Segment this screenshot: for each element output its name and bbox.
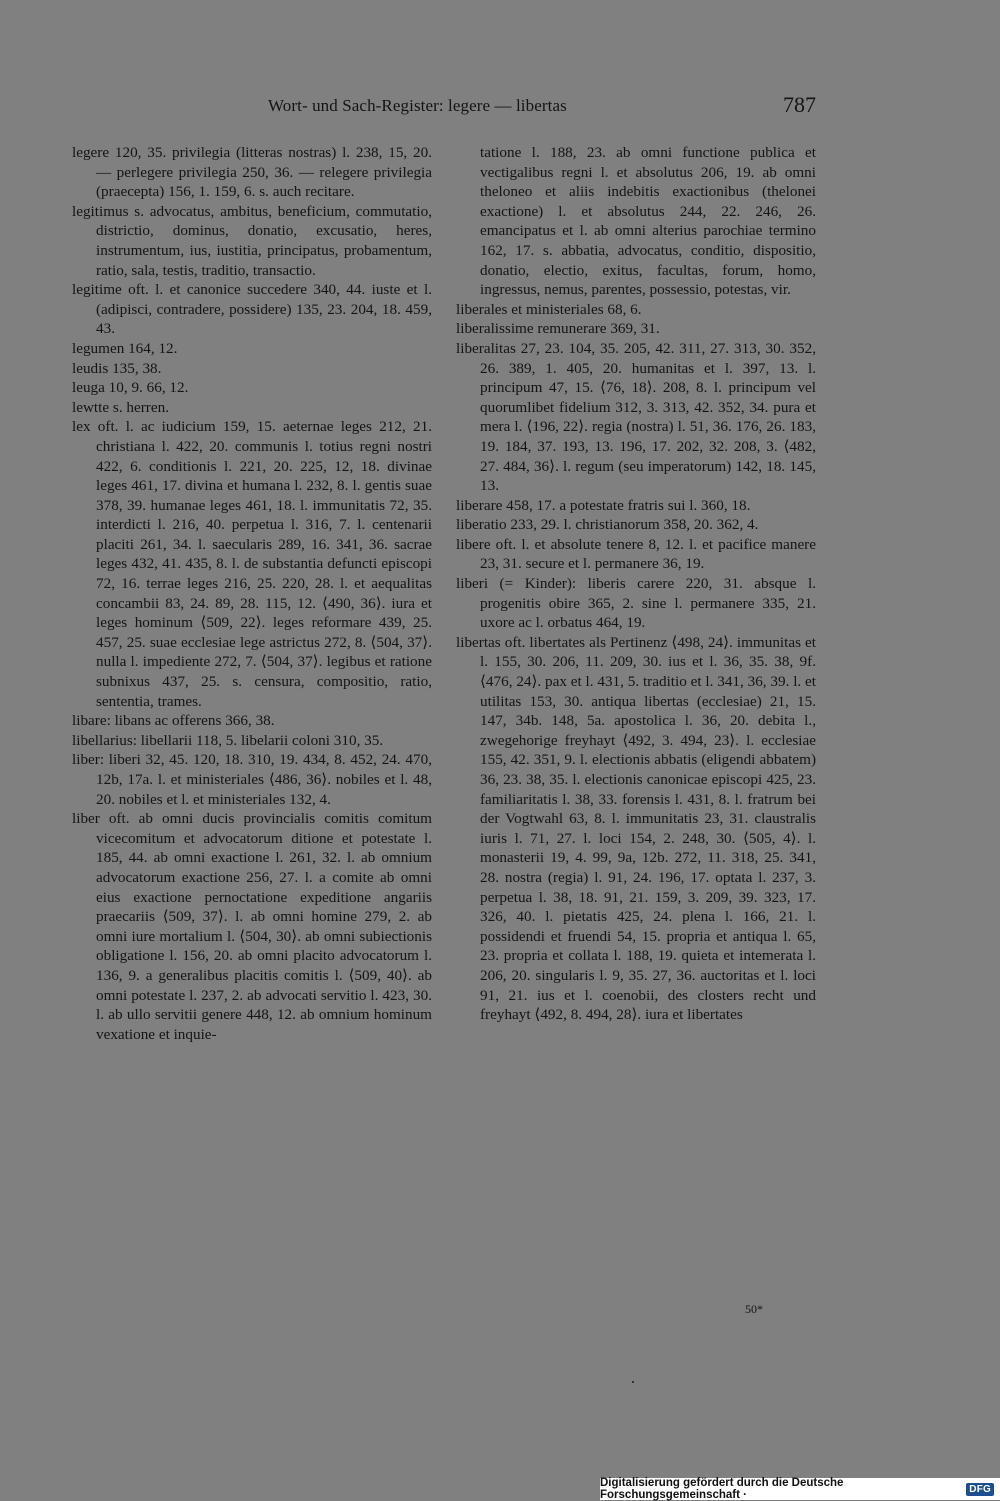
page-title: Wort- und Sach-Register: legere — libertas xyxy=(268,96,567,115)
index-entry-continuation: tatione l. 188, 23. ab omni functione publica et vectigalibus regni l. et absolutus 206, 19. ab omni theloneo et aliis indebitis exactionibus (thelonei exactione) l. et absolutus 244, 22. 246, 26. emancipatus et l. ab omni alterius parochiae termino 162, 17. s. abbatia, advocatus, conditio, dispositio, donatio, electio, exitus, facultas, forum, homo, ingressus, nemus, parentes, possessio, potestas, vir. xyxy=(480,144,816,299)
signature-mark: 50* xyxy=(745,1302,763,1316)
index-entry: liberalitas 27, 23. 104, 35. 205, 42. 311, 27. 313, 30. 352, 26. 389, 1. 405, 20. humanitas et l. 397, 13. l. principum 47, 15. ⟨76, 18⟩. 208, 8. l. principum vel quorumlibet fidelium 312, 3. 313, 42. 352, 34. pura et mera l. ⟨196, 22⟩. regia (nostra) l. 51, 36. 176, 26. 183, 19. 184, 37. 193, 13. 196, 17. 202, 32. 208, 3. ⟨482, 27. 484, 36⟩. l. regum (seu imperatorum) 142, 18. 145, 13. xyxy=(456,339,816,495)
dfg-footer-banner xyxy=(600,1478,1000,1500)
dfg-logo-icon: DFG xyxy=(966,1483,994,1496)
index-entry: liberalissime remunerare 369, 31. xyxy=(456,320,660,338)
index-entry: libertas oft. libertates als Pertinenz ⟨498, 24⟩. immunitas et l. 155, 30. 206, 11. 209, 30. ius et l. 36, 35. 38, 9f. ⟨476, 24⟩. pax et l. 431, 5. traditio et l. 341, 36, 39. l. et utilitas 153, 30. antiqua libertas (ecclesiae) 21, 15. 147, 34b. 148, 5a. apostolica l. 36, 20. debita l., zwegehorige freyhayt ⟨492, 3. 494, 23⟩. l. ecclesiae 155, 42. 351, 9. l. electionis abbatis (eligendi abbatem) 36, 23. 38, 35. l. electionis canonicae episcopi 425, 23. familiaritatis l. 38, 33. forensis l. 431, 8. l. fratrum bei der Vogtwahl 63, 8. l. immunitatis 23, 31. claustralis iuris l. 71, 27. l. loci 154, 2. 248, 30. ⟨505, 4⟩. l. monasterii 19, 4. 99, 9a, 12b. 272, 11. 318, 25. 341, 28. nostra (regia) l. 91, 24. 196, 17. optata l. 237, 3. perpetua l. 38, 18. 91, 21. 159, 3. 209, 39. 323, 17. 326, 40. l. pietatis 425, 24. plena l. 166, 21. l. possidendi et fruendi 54, 15. propria et antiqua l. 65, 23. propria et collata l. 188, 19. quieta et intemerata l. 206, 20. singularis l. 9, 35. 27, 36. auctoritas et l. loci 91, 21. ius et l. coenobii, des closters recht und freyhayt ⟨492, 8. 494, 28⟩. iura et libertates xyxy=(456,633,816,1024)
index-entry: libellarius: libellarii 118, 5. libelarii coloni 310, 35. xyxy=(72,731,384,749)
index-entry: liberales et ministeriales 68, 6. xyxy=(456,300,642,318)
index-column-right xyxy=(456,143,816,1025)
index-entry: libare: libans ac offerens 366, 38. xyxy=(72,712,275,730)
index-entry: legumen 164, 12. xyxy=(72,339,178,357)
index-entry: lex oft. l. ac iudicium 159, 15. aeternae leges 212, 21. christiana l. 422, 20. communis l. totius regni nostri 422, 6. conditionis l. 221, 20. 225, 12, 18. divinae leges 461, 17. divina et humana l. 232, 8. l. gentis suae 378, 39. humanae leges 461, 18. l. immunitatis 72, 35. interdicti l. 216, 40. perpetua l. 316, 7. l. centenarii placiti 261, 34. l. saecularis 289, 16. 341, 36. sacrae leges 432, 41. 435, 8. l. de substantia defuncti episcopi 72, 16. terrae leges 216, 25. 220, 28. l. et aequalitas concambii 83, 24. 89, 28. 115, 12. ⟨490, 36⟩. iura et leges hominum ⟨509, 22⟩. leges reformare 439, 25. 457, 25. suae ecclesiae lege astrictus 272, 8. ⟨504, 37⟩. nulla l. impediente 272, 7. ⟨504, 37⟩. legibus et ratione subnixus 437, 25. s. censura, compositio, ratio, sententia, trames. xyxy=(72,418,432,710)
index-column-left xyxy=(72,143,432,1044)
index-entry: liber oft. ab omni ducis provincialis comitis comitum vicecomitum et advocatorum ditione et potestate l. 185, 44. ab omni exactione l. 261, 32. l. ab omnium advocatorum exactione 256, 27. l. a comite ab omni eius exactione pernoctatione expeditione angariis praecariis ⟨509, 37⟩. l. ab omni homine 279, 2. ab omni iure mortalium l. ⟨504, 30⟩. ab omni subiectionis obligatione l. 156, 20. ab omni placito advocatorum l. 136, 9. a generalibus placitis comitis l. ⟨509, 40⟩. ab omni potestate l. 237, 2. ab advocati servitio l. 423, 30. l. ab ullo servitii genere 448, 12. ab omnium hominum vexatione et inquie- xyxy=(72,810,432,1043)
index-entry: legitimus s. advocatus, ambitus, beneficium, commutatio, districtio, dominus, donatio, excusatio, heres, instrumentum, ius, iustitia, principatus, probamentum, ratio, sala, testis, traditio, transactio. xyxy=(72,202,432,279)
footer-text: Digitalisierung gefördert durch die Deutsche Forschungsgemeinschaft · xyxy=(600,1477,844,1501)
index-entry: liberatio 233, 29. l. christianorum 358, 20. 362, 4. xyxy=(456,516,759,534)
index-entry: libere oft. l. et absolute tenere 8, 12. l. et pacifice manere 23, 31. secure et l. permanere 36, 19. xyxy=(456,535,816,573)
index-entry: liberare 458, 17. a potestate fratris sui l. 360, 18. xyxy=(456,496,751,514)
page-number: 787 xyxy=(783,92,816,117)
scan-speck xyxy=(632,1381,634,1383)
running-header xyxy=(72,94,816,124)
index-entry: liber: liberi 32, 45. 120, 18. 310, 19. 434, 8. 452, 24. 470, 12b, 17a. l. et ministeriales ⟨486, 36⟩. nobiles et l. 48, 20. nobiles et l. et ministeriales 132, 4. xyxy=(72,751,432,808)
index-entry: leuga 10, 9. 66, 12. xyxy=(72,379,189,397)
index-entry: legitime oft. l. et canonice succedere 340, 44. iuste et l. (adipisci, contradere, possidere) 135, 23. 204, 18. 459, 43. xyxy=(72,281,432,338)
index-entry: legere 120, 35. privilegia (litteras nostras) l. 238, 15, 20. — perlegere privilegia 250, 36. — relegere privilegia (praecepta) 156, 1. 159, 6. s. auch recitare. xyxy=(72,144,432,201)
index-entry: liberi (= Kinder): liberis carere 220, 31. absque l. progenitis obire 365, 2. sine l. permanere 335, 21. uxore ac l. orbatus 464, 19. xyxy=(456,575,816,632)
index-entry: lewtte s. herren. xyxy=(72,398,169,416)
index-entry: leudis 135, 38. xyxy=(72,359,162,377)
